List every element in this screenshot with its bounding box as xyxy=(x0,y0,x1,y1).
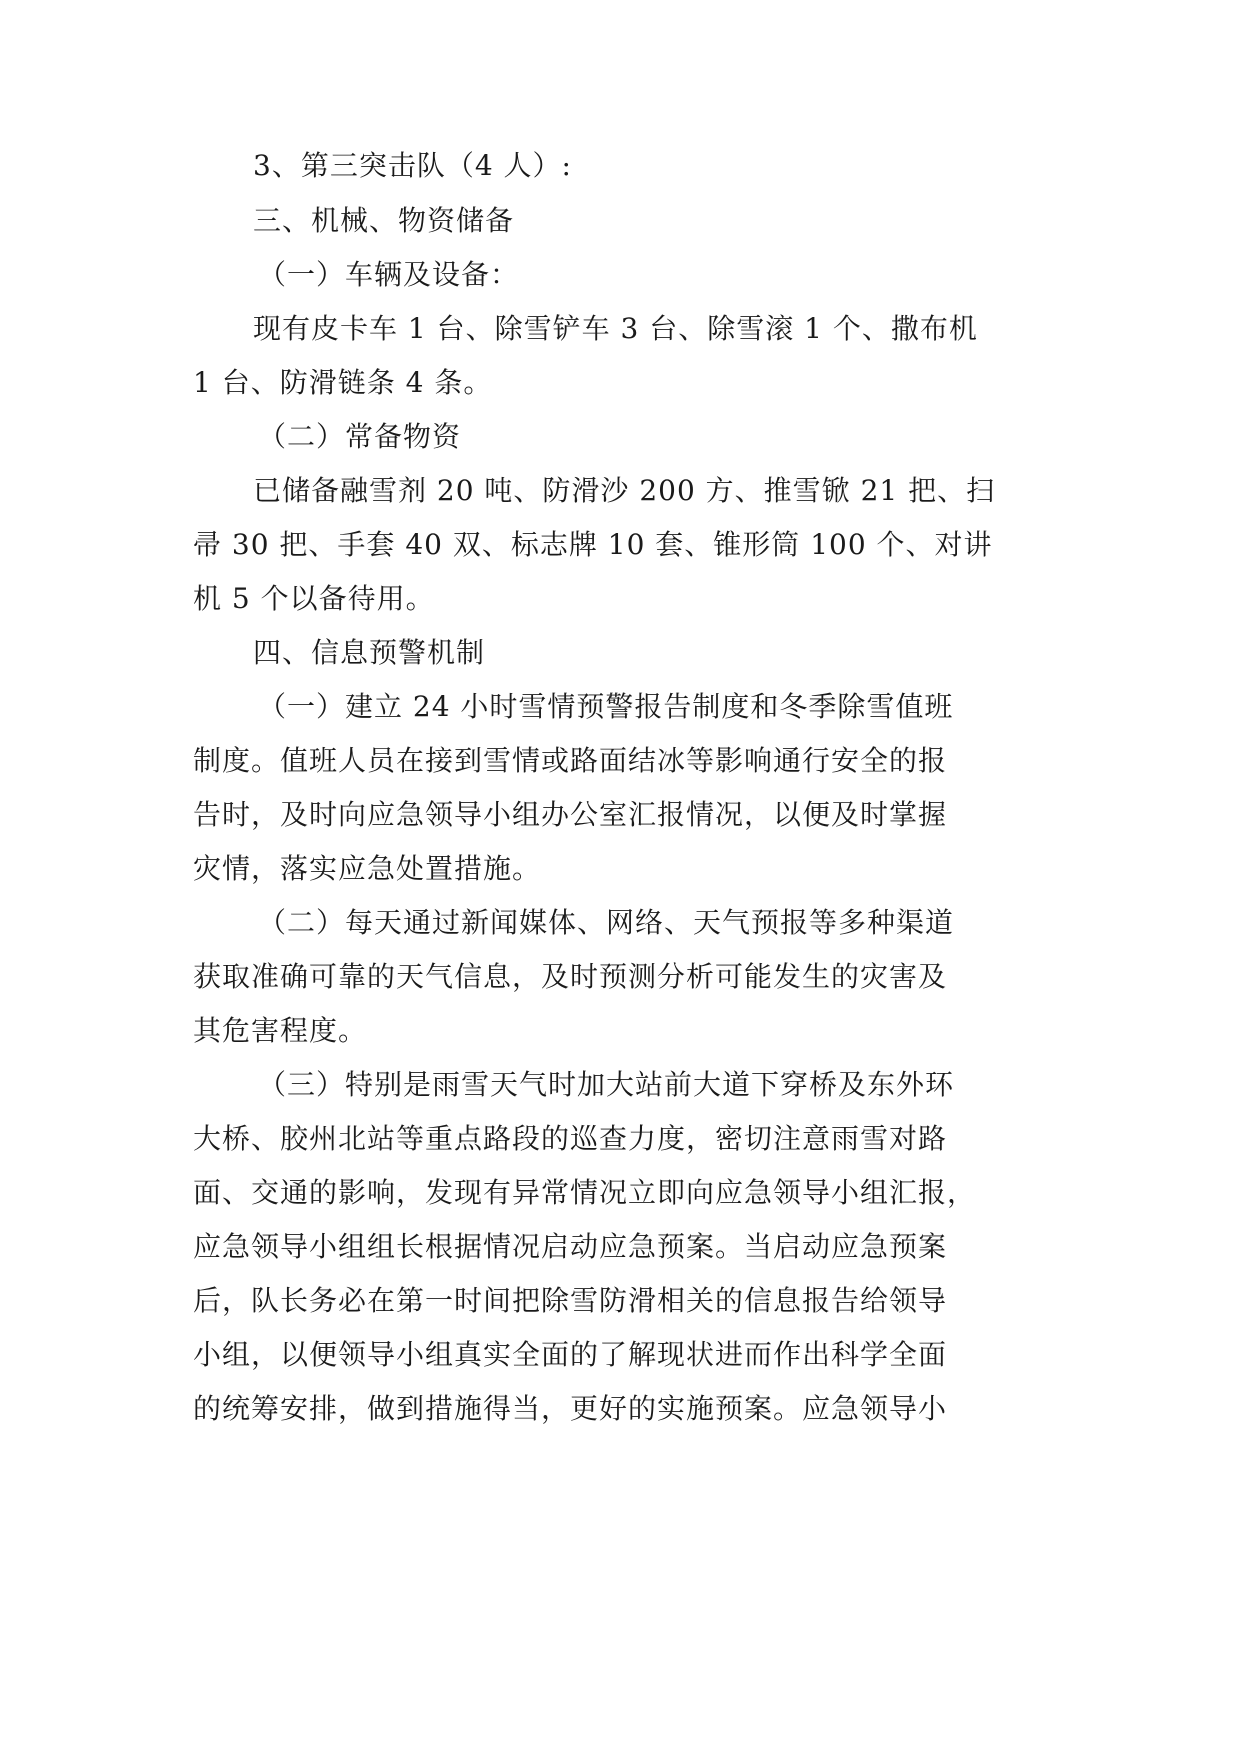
text-line: 制度。值班人员在接到雪情或路面结冰等影响通行安全的报 xyxy=(193,744,948,777)
text-line: 1 台、防滑链条 4 条。 xyxy=(193,366,493,399)
text-line: 其危害程度。 xyxy=(193,1014,368,1047)
text-line: 机 5 个以备待用。 xyxy=(193,582,435,615)
text-line: 应急领导小组组长根据情况启动应急预案。当启动应急预案 xyxy=(193,1230,948,1263)
text-line: （三）特别是雨雪天气时加大站前大道下穿桥及东外环 xyxy=(258,1068,955,1101)
text-line: 灾情，落实应急处置措施。 xyxy=(193,852,542,885)
text-line: 小组，以便领导小组真实全面的了解现状进而作出科学全面 xyxy=(193,1338,948,1371)
section-heading: 四、信息预警机制 xyxy=(253,636,486,669)
subsection-heading: （一）车辆及设备： xyxy=(258,258,520,291)
text-line: （二）每天通过新闻媒体、网络、天气预报等多种渠道 xyxy=(258,906,955,939)
text-line: 帚 30 把、手套 40 双、标志牌 10 套、锥形筒 100 个、对讲 xyxy=(193,528,993,561)
text-line: 的统筹安排，做到措施得当，更好的实施预案。应急领导小 xyxy=(193,1392,948,1425)
text-line: 大桥、胶州北站等重点路段的巡查力度，密切注意雨雪对路 xyxy=(193,1122,948,1155)
text-line: 面、交通的影响，发现有异常情况立即向应急领导小组汇报， xyxy=(193,1176,977,1209)
text-line: 已储备融雪剂 20 吨、防滑沙 200 方、推雪锨 21 把、扫 xyxy=(253,474,996,507)
text-line: （一）建立 24 小时雪情预警报告制度和冬季除雪值班 xyxy=(258,690,954,723)
section-heading: 三、机械、物资储备 xyxy=(253,204,515,237)
text-line: 获取准确可靠的天气信息，及时预测分析可能发生的灾害及 xyxy=(193,960,948,993)
text-line: 告时，及时向应急领导小组办公室汇报情况，以便及时掌握 xyxy=(193,798,948,831)
text-line: 现有皮卡车 1 台、除雪铲车 3 台、除雪滚 1 个、撒布机 xyxy=(253,312,978,345)
text-line: 后，队长务必在第一时间把除雪防滑相关的信息报告给领导 xyxy=(193,1284,948,1317)
text-line: 3、第三突击队（4 人）: xyxy=(253,149,572,182)
subsection-heading: （二）常备物资 xyxy=(258,420,462,453)
